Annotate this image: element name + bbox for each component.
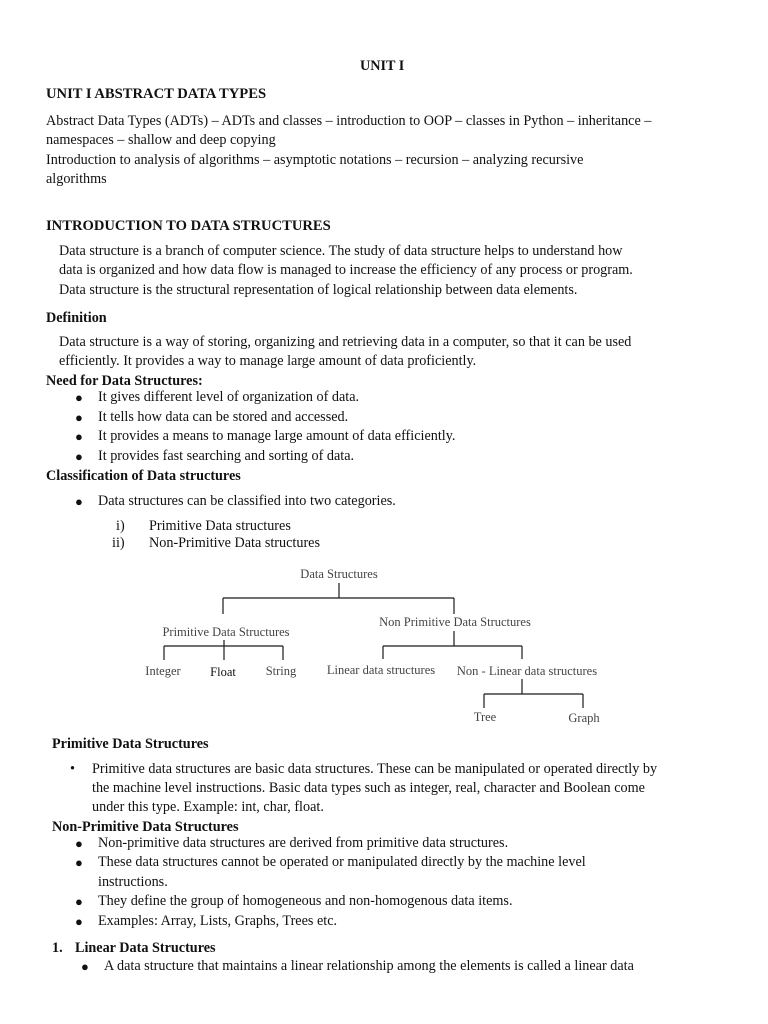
syllabus-line-4: algorithms <box>46 171 107 187</box>
bullet-icon: ● <box>75 410 83 425</box>
diagram-root-label: Data Structures <box>300 567 378 581</box>
non-primitive-item: They define the group of homogeneous and non-homogenous data items. <box>98 893 513 909</box>
diagram-string-label: String <box>265 664 297 678</box>
primitive-line-3: under this type. Example: int, char, float. <box>92 799 324 815</box>
linear-heading: Linear Data Structures <box>75 940 216 956</box>
need-heading: Need for Data Structures: <box>46 373 203 389</box>
linear-number: 1. <box>52 940 63 956</box>
definition-line-1: Data structure is a way of storing, organizing and retrieving data in a computer, so that it can be used <box>59 334 632 350</box>
diagram-tree-label: Tree <box>473 710 497 724</box>
diagram-non-primitive-label: Non Primitive Data Structures <box>379 615 531 629</box>
non-primitive-item: Non-primitive data structures are derived from primitive data structures. <box>98 835 509 851</box>
primitive-heading: Primitive Data Structures <box>52 736 209 752</box>
list-item-non-primitive: Non-Primitive Data structures <box>149 535 320 551</box>
intro-paragraph-line-1: Data structure is a branch of computer science. The study of data structure helps to understand how <box>59 243 623 259</box>
bullet-icon: ● <box>75 855 83 870</box>
intro-paragraph-line-2: data is organized and how data flow is managed to increase the efficiency of any process or program. <box>59 262 633 278</box>
intro-heading: INTRODUCTION TO DATA STRUCTURES <box>46 218 331 234</box>
diagram-graph-label: Graph <box>568 711 600 725</box>
bullet-icon: ● <box>75 914 83 929</box>
need-item: It tells how data can be stored and accessed. <box>98 409 349 425</box>
bullet-icon: • <box>70 761 75 777</box>
diagram-linear-label: Linear data structures <box>326 663 436 677</box>
diagram-primitive-label: Primitive Data Structures <box>162 625 290 639</box>
non-primitive-heading: Non-Primitive Data Structures <box>52 819 239 835</box>
bullet-icon: ● <box>75 836 83 851</box>
linear-line-1: A data structure that maintains a linear relationship among the elements is called a linear data <box>104 958 634 974</box>
non-primitive-item-continued: instructions. <box>98 874 168 890</box>
list-item-primitive: Primitive Data structures <box>149 518 291 534</box>
need-item: It gives different level of organization of data. <box>98 389 360 405</box>
intro-paragraph-line-3: Data structure is the structural representation of logical relationship between data elements. <box>59 282 578 298</box>
definition-line-2: efficiently. It provides a way to manage large amount of data proficiently. <box>59 353 477 369</box>
need-item: It provides fast searching and sorting of data. <box>98 448 355 464</box>
syllabus-line-1: Abstract Data Types (ADTs) – ADTs and classes – introduction to OOP – classes in Python – inheritance – <box>46 113 652 129</box>
non-primitive-item: Examples: Array, Lists, Graphs, Trees etc. <box>98 913 338 929</box>
bullet-icon: ● <box>75 494 83 509</box>
list-marker: i) <box>116 518 125 534</box>
diagram-integer-label: Integer <box>145 664 181 678</box>
unit-title: UNIT I <box>360 58 405 74</box>
syllabus-line-3: Introduction to analysis of algorithms – asymptotic notations – recursion – analyzing recursive <box>46 152 584 168</box>
primitive-line-2: the machine level instructions. Basic data types such as integer, real, character and Boolean come <box>92 780 645 796</box>
bullet-icon: ● <box>75 894 83 909</box>
bullet-icon: ● <box>81 959 89 974</box>
data-structures-tree-diagram <box>138 562 608 730</box>
bullet-icon: ● <box>75 449 83 464</box>
syllabus-line-2: namespaces – shallow and deep copying <box>46 132 276 148</box>
need-item: It provides a means to manage large amount of data efficiently. <box>98 428 456 444</box>
bullet-icon: ● <box>75 390 83 405</box>
definition-heading: Definition <box>46 310 107 326</box>
classification-bullet: Data structures can be classified into two categories. <box>98 493 396 509</box>
classification-heading: Classification of Data structures <box>46 468 241 484</box>
diagram-float-label: Float <box>210 665 236 679</box>
primitive-line-1: Primitive data structures are basic data structures. These can be manipulated or operated directly by <box>92 761 658 777</box>
non-primitive-item: These data structures cannot be operated or manipulated directly by the machine level <box>98 854 586 870</box>
bullet-icon: ● <box>75 429 83 444</box>
diagram-non-linear-label: Non - Linear data structures <box>456 664 598 678</box>
list-marker: ii) <box>112 535 125 551</box>
unit-heading: UNIT I ABSTRACT DATA TYPES <box>46 86 267 102</box>
